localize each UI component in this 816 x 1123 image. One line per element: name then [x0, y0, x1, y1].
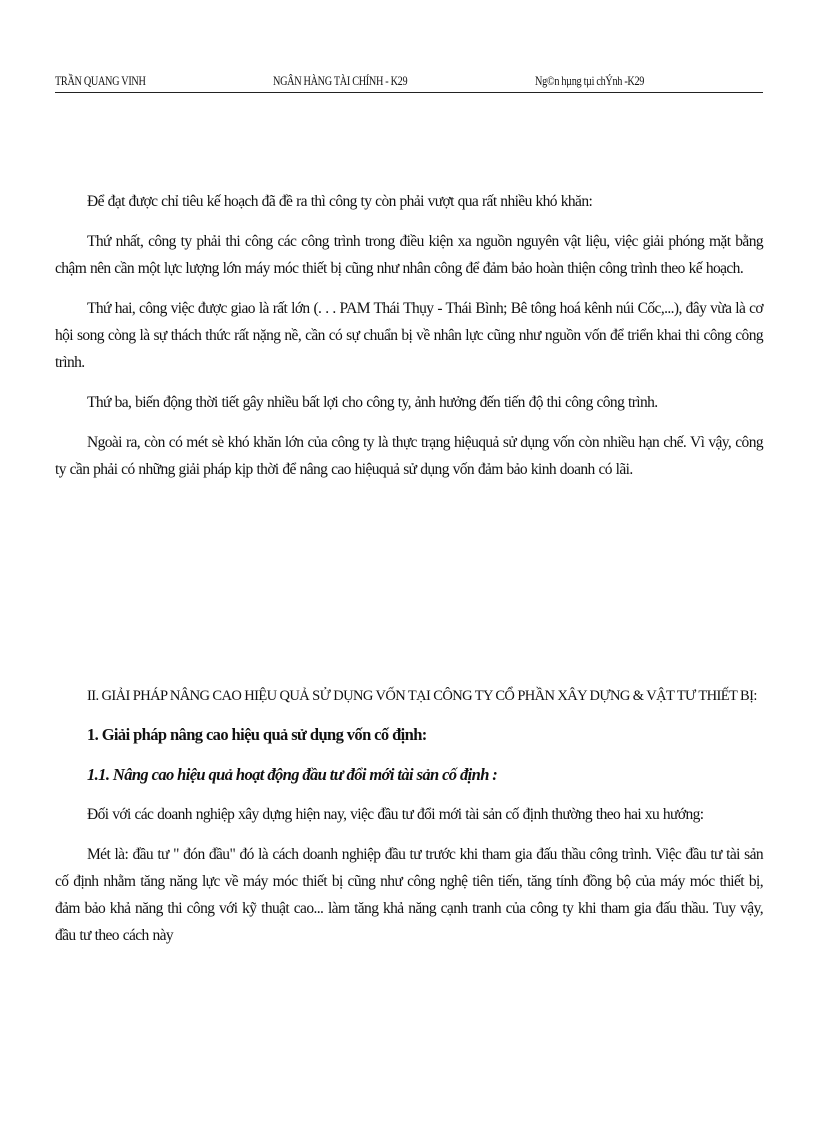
section-difficulties [55, 188, 763, 496]
paragraph: Thứ nhất, công ty phải thi công các công trình trong điều kiện xa nguồn nguyên vật liệu, việc giải phóng mặt bằng chậm nên cần một lực lượng lớn máy móc thiết bị cũng như nhân công để đảm bảo hoàn thiện công trình theo kế hoạch. [55, 233, 763, 277]
subsection-heading: 1. Giải pháp nâng cao hiệu quả sử dụng vốn cố định: [87, 725, 427, 744]
paragraph: Ngoài ra, còn có mét sè khó khăn lớn của công ty là thực trạng hiệuquả sử dụng vốn còn nhiều hạn chế. Vì vậy, công ty cần phải có những giải pháp kịp thời để nâng cao hiệuquả sử dụng vốn đảm bảo kinh doanh có lãi. [55, 434, 763, 478]
section-solutions [55, 683, 763, 962]
header-title: NGÂN HÀNG TÀI CHÍNH - K29 [273, 74, 408, 88]
paragraph: Thứ hai, công việc được giao là rất lớn (. . . PAM Thái Thụy - Thái Bình; Bê tông hoá kênh núi Cốc,...), đây vừa là cơ hội song còng là sự thách thức rất nặng nề, cần có sự chuẩn bị về nhân lực cũng như nguồn vốn để triển khai thi công công trình. [55, 300, 763, 371]
header-author: TRẦN QUANG VINH [55, 74, 146, 88]
section-heading: II. GIẢI PHÁP NÂNG CAO HIỆU QUẢ SỬ DỤNG VỐN TẠI CÔNG TY CỔ PHẦN XÂY DỰNG & VẬT TƯ THIẾT BỊ: [87, 688, 757, 704]
paragraph: Đối với các doanh nghiệp xây dựng hiện nay, việc đầu tư đổi mới tài sản cố định thường theo hai xu hướng: [87, 806, 704, 823]
header-title-encoded: Ng©n hµng tµi chÝnh -K29 [535, 74, 645, 88]
paragraph: Thứ ba, biến động thời tiết gây nhiều bất lợi cho công ty, ảnh hưởng đến tiến độ thi công công trình. [87, 394, 658, 411]
subsubsection-heading: 1.1. Nâng cao hiệu quả hoạt động đầu tư đổi mới tài sản cố định : [87, 765, 498, 784]
paragraph: Mét là: đầu tư " đón đầu" đó là cách doanh nghiệp đầu tư trước khi tham gia đấu thầu công trình. Việc đầu tư tài sản cố định nhằm tăng năng lực về máy móc thiết bị cũng như công nghệ tiên tiến, tăng tính đồng bộ của máy móc thiết bị, đảm bảo khả năng thi công với kỹ thuật cao... làm tăng khả năng cạnh tranh của công ty khi tham gia đấu thầu. Tuy vậy, đầu tư theo cách này [55, 846, 763, 944]
paragraph: Để đạt được chỉ tiêu kế hoạch đã đề ra thì công ty còn phải vượt qua rất nhiều khó khăn: [87, 193, 593, 210]
page-header [55, 70, 763, 93]
